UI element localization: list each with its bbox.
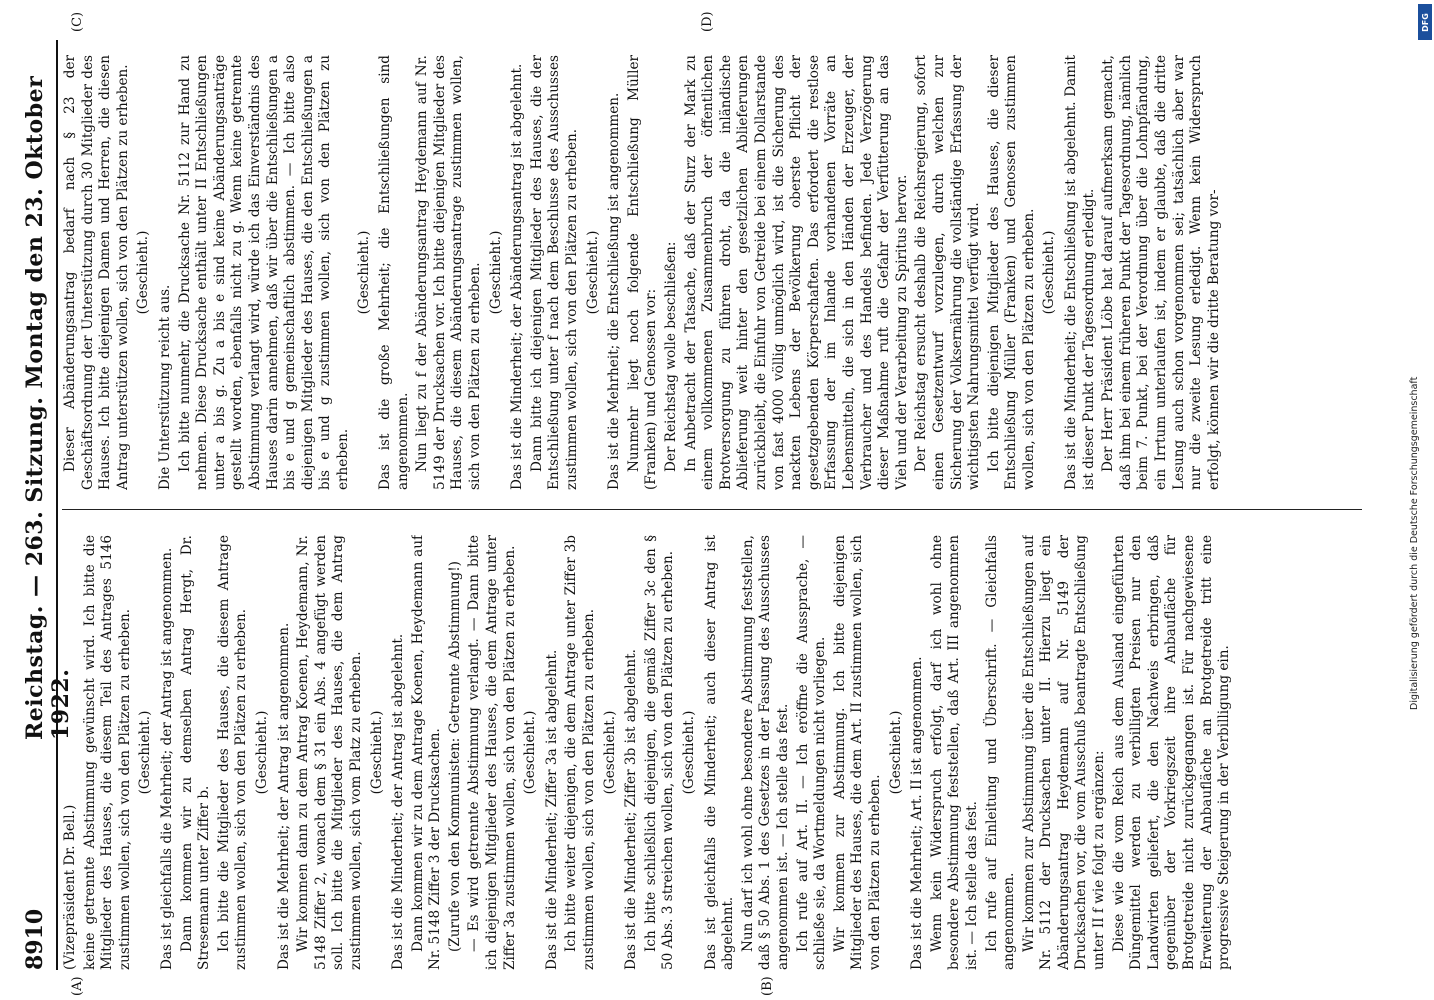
stage-direction: (Geschieht.) <box>681 710 697 795</box>
paragraph: (Vizepräsident Dr. Bell.) <box>62 804 78 970</box>
column-divider <box>62 509 1362 510</box>
paragraph: Das ist die Minderheit; der Abänderungsantrag ist abgelehnt. <box>509 63 526 490</box>
stage-direction: (Geschieht.) <box>584 230 601 315</box>
paragraph: Der Reichstag wolle beschließen: <box>663 241 679 472</box>
paragraph: Dann bitte ich diejenigen Mitglieder des Hauses, die der Entschließung unter f nach dem Beschlusse des Ausschusses zustimmen wollen, sich von den Plätzen zu erheben. <box>528 55 581 490</box>
paragraph: Dann kommen wir zu demselben Antrag Hergt, Dr. Stresemann unter Ziffer b. <box>178 535 213 970</box>
stage-direction: (Geschieht.) <box>887 710 904 795</box>
paragraph: Das ist die große Mehrheit; die Entschließungen sind angenommen. <box>377 55 411 490</box>
paragraph: Ich bitte die Mitglieder des Hauses, die diesem Antrage zustimmen wollen, sich von den Plätzen zu erheben. <box>215 535 250 970</box>
margin-letter-c: (C) <box>70 11 85 32</box>
digitization-credit-text: Digitalisierung gefördert durch die Deutsche Forschungsgemeinschaft <box>1409 376 1420 710</box>
stage-direction: (Geschieht.) <box>487 230 504 315</box>
paragraph: Ich rufe auf Art. II. — Ich eröffne die Aussprache, — schließe sie, da Wortmeldungen nicht vorliegen. <box>794 535 829 970</box>
stage-direction: (Geschieht.) <box>1041 230 1058 315</box>
paragraph: Wir kommen zur Abstimmung. Ich bitte diejenigen Mitglieder des Hauses, die dem Art. II zustimmen wollen, sich von den Plätzen zu erheben. <box>831 535 883 970</box>
paragraph: Ich bitte nunmehr, die Drucksache Nr. 5112 zur Hand zu nehmen. Diese Drucksache enthält unter II Entschließungen unter a bis g. Zu a bis e sind keine Abänderungsanträge gestellt worden, ebenfalls nicht zu g. Wenn keine getrennte Abstimmung verlangt wird, würde ich das Einverständnis des Hauses darin annehmen, daß wir über die Entschließungen a bis e und g gemeinschaftlich abstimmen. — Ich bitte also diejenigen Mitglieder des Hauses, die den Entschließungen a bis e und g zustimmen wollen, sich von den Plätzen zu erheben. <box>176 55 351 490</box>
margin-letter-b: (B) <box>760 976 775 996</box>
paragraph: Der Reichstag ersucht deshalb die Reichsregierung, sofort einen Gesetzentwurf vorzulegen, durch welchen zur Sicherung der Volksernährung die vollständige Erfassung der wichtigsten Nahrungsmittel verfügt wird. <box>913 55 983 490</box>
paragraph: Das ist die Minderheit; die Entschließung ist abgelehnt. Damit ist dieser Punkt der Tagesordnung erledigt. <box>1063 55 1097 490</box>
paragraph: Das ist die Mehrheit; Art. II ist angenommen. <box>909 656 926 970</box>
paragraph: Nunmehr liegt noch folgende Entschließung Müller (Franken) und Genossen vor: <box>625 55 660 490</box>
paragraph: Der Herr Präsident Löbe hat darauf aufmerksam gemacht, daß ihm bei einem früheren Punkt der Tagesordnung, nämlich beim 7. Punkt, bei der Verordnung über die Lohnpfändung, ein Irrtum unterlaufen ist, indem er glaubte, daß die dritte Lesung auch schon vorgenommen sei; tatsächlich aber war nur die zweite Lesung erledigt. Wenn kein Widerspruch erfolgt, können wir die dritte Beratung vor- <box>1100 55 1222 490</box>
paragraph: Das ist gleichfalls die Minderheit; auch dieser Antrag ist abgelehnt. <box>702 535 737 970</box>
paragraph: Nun liegt zu f der Abänderungsantrag Heydemann auf Nr. 5149 der Drucksachen vor. Ich bitte diejenigen Mitglieder des Hauses, die diesem Abänderungsantrage zustimmen wollen, sich von den Plätzen zu erheben. <box>414 55 484 490</box>
margin-letter-a: (A) <box>70 976 85 996</box>
digitization-credit <box>1400 10 1430 710</box>
paragraph: Ich rufe auf Einleitung und Überschrift. — Gleichfalls angenommen. <box>983 535 1018 970</box>
stage-direction: (Geschieht.) <box>137 710 154 795</box>
paragraph: In Anbetracht der Tatsache, daß der Sturz der Mark zu einem vollkommenen Zusammenbruch der öffentlichen Brotversorgung zu führen droht, da die inländische Ablieferung weit hinter den gesetzlichen Ablieferungen zurückbleibt, die Einfuhr von Getreide bei einem Dollarstande von fast 4000 völlig unmöglich wird, ist die Sicherung des nackten Lebens der Bevölkerung oberste Pflicht der gesetzgebenden Körperschaften. Das erfordert die restlose Erfassung der im Inlande vorhandenen Vorräte an Lebensmitteln, die sich in den Händen der Erzeuger, der Verbraucher und des Handels befinden. Jede Verzögerung dieser Maßnahme ruft die Gefahr der Verfütterung an das Vieh und der Verarbeitung zu Spiritus hervor. <box>682 55 910 490</box>
page-number: 8910 <box>22 908 48 970</box>
paragraph: Wenn kein Widerspruch erfolgt, darf ich wohl ohne besondere Abstimmung feststellen, daß Art. III angenommen ist. — Ich stelle das fest. <box>928 535 980 970</box>
stage-direction: (Geschieht.) <box>522 710 539 795</box>
paragraph: Ich bitte weiter diejenigen, die dem Antrage unter Ziffer 3b zustimmen wollen, sich von den Plätzen zu erheben. <box>563 535 598 970</box>
page-title: Reichstag. — 263. Sitzung. Montag den 23. Oktober 1922. <box>22 75 74 740</box>
paragraph: (Zurufe von den Kommunisten: Getrennte Abstimmung!) <box>446 561 463 952</box>
paragraph: Das ist die Minderheit; der Antrag ist abgelehnt. <box>390 633 407 970</box>
paragraph: Diese wie die vom Reich aus dem Ausland eingeführten Düngemittel werden zu verbilligten Preisen nur den Landwirten geliefert, die den Nachweis erbringen, daß gegenüber der Vorkriegszeit ihre Anbaufläche für Brotgetreide nicht zurückgegangen ist. Für nachgewiesene Erweiterung der Anbaufläche an Brotgetreide tritt eine progressive Steigerung in der Verbilligung ein. <box>1110 535 1233 970</box>
stage-direction: (Geschieht.) <box>601 710 618 795</box>
paragraph: — Es wird getrennte Abstimmung verlangt. — Dann bitte ich diejenigen Mitglieder des Hauses, die dem Antrage unter Ziffer 3a zustimmen wollen, sich von den Plätzen zu erheben. <box>466 535 518 970</box>
paragraph: Das ist die Minderheit; Ziffer 3a ist abgelehnt. <box>543 649 560 970</box>
paragraph: Ich bitte diejenigen Mitglieder des Hauses, die dieser Entschließung Müller (Franken) und Genossen zustimmen wollen, sich von den Plätzen zu erheben. <box>985 55 1037 490</box>
paragraph: Das ist die Mehrheit; der Antrag ist angenommen. <box>275 622 292 970</box>
paragraph: Wir kommen dann zu dem Antrag Koenen, Heydemann, Nr. 5148 Ziffer 2, wonach dem § 31 ein Abs. 4 angefügt werden soll. Ich bitte die Mitglieder des Hauses, die dem Antrag zustimmen wollen, sich vom Platz zu erheben. <box>295 535 364 970</box>
right-text-column <box>62 55 1362 490</box>
stage-direction: (Geschieht.) <box>368 710 385 795</box>
paragraph: Nun darf ich wohl ohne besondere Abstimmung feststellen, daß § 50 Abs. 1 des Gesetzes in der Fassung des Ausschusses angenommen ist. — Ich stelle das fest. <box>739 535 791 970</box>
paragraph: Dieser Abänderungsantrag bedarf nach § 23 der Geschäftsordnung der Unterstützung durch 30 Mitglieder des Hauses. Ich bitte diejenigen Damen und Herren, die diesen Antrag unterstützen wollen, sich von den Plätzen zu erheben. <box>62 55 131 490</box>
paragraph: Dann kommen wir zu dem Antrage Koenen, Heydemann auf Nr. 5148 Ziffer 3 der Drucksachen. <box>409 535 444 970</box>
paragraph: keine getrennte Abstimmung gewünscht wird. Ich bitte die Mitglieder des Hauses, die diesem Teil des Antrages 5146 zustimmen wollen, sich von den Plätzen zu erheben. <box>81 535 133 970</box>
left-text-column <box>62 535 1362 970</box>
paragraph: Das ist die Minderheit; Ziffer 3b ist abgelehnt. <box>623 649 640 970</box>
stage-direction: (Geschieht.) <box>253 710 270 795</box>
paragraph: Wir kommen zur Abstimmung über die Entschließungen auf Nr. 5112 der Drucksachen unter II. Hierzu liegt ein Abänderungsantrag Heydemann auf Nr. 5149 der Drucksachen vor, die vom Ausschuß beantragte Entschließung unter II f wie folgt zu ergänzen: <box>1020 535 1108 970</box>
margin-letter-d: (D) <box>700 11 715 32</box>
dfg-logo <box>1418 4 1432 40</box>
paragraph: Die Unterstützung reicht aus. <box>156 284 173 490</box>
paragraph: Ich bitte schließlich diejenigen, die gemäß Ziffer 3c den § 50 Abs. 3 streichen wollen, sich von den Plätzen zu erheben. <box>642 535 677 970</box>
paragraph: Das ist die Mehrheit; die Entschließung ist angenommen. <box>606 92 623 490</box>
stage-direction: (Geschieht.) <box>355 230 372 315</box>
dfg-logo-text: DFG <box>1420 12 1430 32</box>
paragraph: Das ist gleichfalls die Mehrheit; der Antrag ist angenommen. <box>158 547 175 970</box>
stage-direction: (Geschieht.) <box>135 230 152 315</box>
